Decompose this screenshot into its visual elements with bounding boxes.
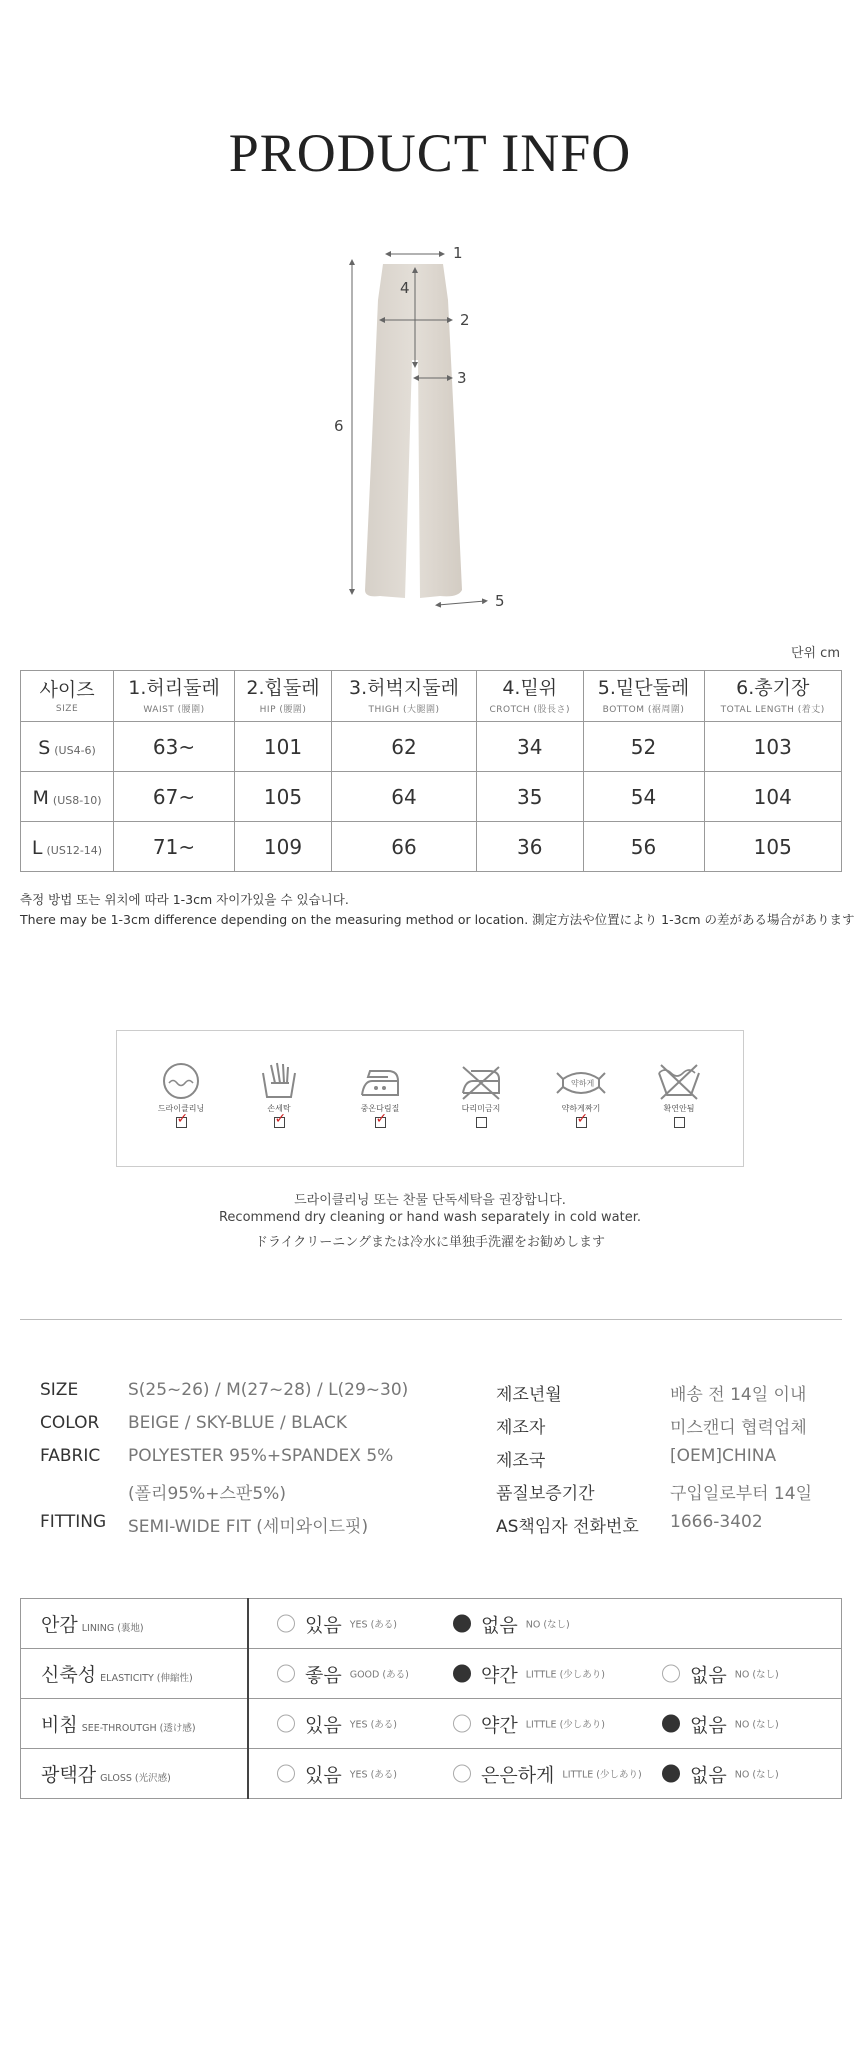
- option-ko: 약간: [481, 1714, 518, 1736]
- radio-option[interactable]: [453, 1710, 605, 1737]
- value-cell: 104: [704, 772, 842, 822]
- feel-options-cell: [248, 1599, 842, 1649]
- no-wash-icon: [655, 1061, 703, 1101]
- care-checkbox: [176, 1111, 189, 1128]
- option-en: NO (なし): [734, 1769, 779, 1781]
- feel-options-cell: [248, 1749, 842, 1799]
- care-label: 확연안됨: [663, 1104, 695, 1113]
- header-cell: [476, 671, 583, 722]
- care-checkbox: [375, 1111, 388, 1128]
- care-item: [141, 1061, 221, 1128]
- table-row: [21, 1749, 842, 1799]
- feel-ko: 신축성: [41, 1664, 97, 1686]
- spec-key: 제조국: [496, 1451, 546, 1471]
- feel-label-cell: [21, 1699, 249, 1749]
- option-ko: 있음: [305, 1714, 342, 1736]
- header-en: CROTCH (股長さ): [489, 705, 571, 715]
- diagram-label-5: 5: [495, 592, 505, 610]
- spec-key: 제조자: [496, 1418, 546, 1438]
- option-en: YES (ある): [349, 1719, 397, 1731]
- radio-circle[interactable]: [662, 1665, 680, 1683]
- unit-label: 단위 cm: [790, 646, 840, 661]
- care-checkbox: [674, 1117, 685, 1128]
- size-cell: [21, 822, 114, 872]
- radio-circle[interactable]: [277, 1665, 295, 1683]
- feel-label-cell: [21, 1749, 249, 1799]
- header-en: THIGH (大腿圍): [368, 705, 440, 715]
- size-us: (US4-6): [54, 743, 96, 757]
- spec-value: 구입일로부터 14일: [670, 1484, 812, 1504]
- value-cell: 103: [704, 722, 842, 772]
- header-ko: 2.힙둘레: [246, 677, 320, 699]
- value-cell: 66: [332, 822, 477, 872]
- option-ko: 없음: [690, 1764, 727, 1786]
- bottom-line: [438, 601, 485, 605]
- radio-option[interactable]: [277, 1610, 397, 1637]
- care-text-jp: ドライクリーニングまたは冷水に単独手洗濯をお勧めします: [254, 1235, 606, 1250]
- hand-wash-icon: [257, 1061, 301, 1101]
- care-checkbox: [476, 1117, 487, 1128]
- value-cell: 105: [704, 822, 842, 872]
- care-item: [639, 1061, 719, 1128]
- option-en: GOOD (ある): [349, 1669, 409, 1681]
- value-cell: 64: [332, 772, 477, 822]
- care-instructions-box: [116, 1030, 744, 1167]
- feel-ko: 광택감: [41, 1764, 97, 1786]
- radio-circle-selected[interactable]: [662, 1765, 680, 1783]
- feel-en: SEE-THROUTGH (透け感): [81, 1723, 196, 1734]
- table-row: [21, 722, 842, 772]
- spec-key: AS책임자 전화번호: [496, 1517, 639, 1537]
- care-checkbox: [576, 1111, 589, 1128]
- value-cell: 52: [583, 722, 704, 772]
- table-row: [21, 772, 842, 822]
- header-cell: [332, 671, 477, 722]
- measure-note-en-jp: There may be 1-3cm difference depending on the measuring method or location. 測定方法や位置により 1-3cm の差がある場合があります: [20, 912, 855, 927]
- size-us: (US12-14): [46, 843, 103, 857]
- diagram-label-6: 6: [334, 417, 344, 435]
- option-en: NO (なし): [525, 1619, 570, 1631]
- spec-key: COLOR: [40, 1413, 100, 1433]
- radio-circle-selected[interactable]: [662, 1715, 680, 1733]
- header-cell: [235, 671, 332, 722]
- spec-key: SIZE: [40, 1380, 79, 1400]
- check-mark-icon: ✓: [375, 1111, 388, 1127]
- option-ko: 없음: [690, 1714, 727, 1736]
- spec-key: FITTING: [40, 1512, 107, 1532]
- radio-option[interactable]: [453, 1760, 642, 1787]
- radio-circle-selected[interactable]: [453, 1615, 471, 1633]
- header-cell: [583, 671, 704, 722]
- check-mark-icon: ✓: [576, 1111, 589, 1127]
- radio-option[interactable]: [277, 1760, 397, 1787]
- page-title: PRODUCT INFO: [228, 123, 632, 183]
- diagram-label-1: 1: [453, 244, 463, 262]
- spec-key: 제조년월: [496, 1385, 562, 1405]
- spec-value: [OEM]CHINA: [670, 1446, 777, 1466]
- feel-label-cell: [21, 1649, 249, 1699]
- spec-value: POLYESTER 95%+SPANDEX 5%: [128, 1446, 394, 1466]
- feel-ko: 비침: [41, 1714, 78, 1736]
- radio-option[interactable]: [453, 1660, 605, 1687]
- radio-circle[interactable]: [277, 1715, 295, 1733]
- option-ko: 은은하게: [481, 1764, 555, 1786]
- option-en: YES (ある): [349, 1619, 397, 1631]
- spec-key: 품질보증기간: [496, 1484, 595, 1504]
- spec-key: FABRIC: [40, 1446, 101, 1466]
- header-en: BOTTOM (裾周圍): [602, 705, 685, 715]
- option-en: YES (ある): [349, 1769, 397, 1781]
- header-en: WAIST (腰圍): [143, 705, 205, 715]
- value-cell: 34: [476, 722, 583, 772]
- size-us: (US8-10): [52, 793, 102, 807]
- care-item: [239, 1061, 319, 1128]
- feel-en: ELASTICITY (伸縮性): [100, 1673, 193, 1684]
- no-iron-icon: [459, 1061, 503, 1101]
- value-cell: 63~: [114, 722, 235, 772]
- diagram-label-2: 2: [460, 311, 470, 329]
- spec-value: 1666-3402: [670, 1512, 763, 1532]
- spec-value: BEIGE / SKY-BLUE / BLACK: [128, 1413, 347, 1433]
- value-cell: 71~: [114, 822, 235, 872]
- option-en: LITTLE (少しあり): [525, 1719, 605, 1731]
- header-en: SIZE: [55, 703, 79, 714]
- header-en: TOTAL LENGTH (着丈): [720, 705, 825, 715]
- size-cell: [21, 722, 114, 772]
- feel-ko: 안감: [41, 1614, 78, 1636]
- header-en: HIP (腰圍): [259, 705, 307, 715]
- care-item: [541, 1061, 621, 1128]
- radio-option[interactable]: [662, 1760, 779, 1787]
- option-en: NO (なし): [734, 1719, 779, 1731]
- table-row: [21, 1649, 842, 1699]
- svg-text:약하게: 약하게: [571, 1079, 595, 1088]
- value-cell: 35: [476, 772, 583, 822]
- radio-option[interactable]: [277, 1660, 409, 1687]
- table-row: [21, 1699, 842, 1749]
- pants-measurement-diagram: [320, 240, 550, 610]
- measure-note-ko: 측정 방법 또는 위치에 따라 1-3cm 자이가있을 수 있습니다.: [20, 892, 349, 907]
- option-ko: 약간: [481, 1664, 518, 1686]
- feel-en: GLOSS (光沢感): [100, 1773, 171, 1784]
- care-text-en: Recommend dry cleaning or hand wash separately in cold water.: [218, 1210, 641, 1225]
- header-ko: 4.밑위: [502, 677, 558, 699]
- radio-option[interactable]: [662, 1710, 779, 1737]
- header-ko: 사이즈: [39, 678, 95, 701]
- care-label: 약하게짜기: [561, 1104, 601, 1113]
- value-cell: 54: [583, 772, 704, 822]
- option-en: LITTLE (少しあり): [562, 1769, 642, 1781]
- value-cell: 101: [235, 722, 332, 772]
- spec-value: 배송 전 14일 이내: [670, 1385, 807, 1405]
- header-cell: [704, 671, 842, 722]
- care-checkbox: [274, 1111, 287, 1128]
- size-name: M: [32, 786, 49, 809]
- value-cell: 36: [476, 822, 583, 872]
- spec-value: 미스캔디 협력업체: [670, 1418, 807, 1438]
- spec-value: SEMI-WIDE FIT (세미와이드핏): [128, 1517, 369, 1537]
- check-mark-icon: ✓: [176, 1111, 189, 1127]
- option-en: LITTLE (少しあり): [525, 1669, 605, 1681]
- radio-option[interactable]: [662, 1660, 779, 1687]
- radio-circle[interactable]: [453, 1715, 471, 1733]
- dry-clean-icon: [159, 1061, 203, 1101]
- option-ko: 좋음: [305, 1664, 342, 1686]
- care-label: 중온다림질: [360, 1104, 400, 1113]
- table-row: [21, 822, 842, 872]
- feel-options-cell: [248, 1699, 842, 1749]
- size-name: L: [31, 836, 43, 859]
- radio-circle[interactable]: [277, 1615, 295, 1633]
- diagram-label-3: 3: [457, 369, 467, 387]
- size-table-header: [21, 671, 842, 722]
- header-cell: [114, 671, 235, 722]
- care-text-ko: 드라이클리닝 또는 찬물 단독세탁을 권장합니다.: [294, 1193, 566, 1208]
- care-item: [340, 1061, 420, 1128]
- value-cell: 67~: [114, 772, 235, 822]
- header-ko: 3.허벅지둘레: [349, 677, 459, 699]
- value-cell: 109: [235, 822, 332, 872]
- care-item: [441, 1061, 521, 1128]
- value-cell: 56: [583, 822, 704, 872]
- care-label: 손세탁: [267, 1104, 291, 1113]
- feel-label-cell: [21, 1599, 249, 1649]
- care-label: 다리미금지: [461, 1104, 501, 1113]
- iron-icon: [358, 1061, 402, 1101]
- header-ko: 5.밑단둘레: [597, 677, 690, 699]
- diagram-label-4: 4: [400, 279, 410, 297]
- feel-options-cell: [248, 1649, 842, 1699]
- option-en: NO (なし): [734, 1669, 779, 1681]
- radio-option[interactable]: [277, 1710, 397, 1737]
- section-divider: [20, 1319, 842, 1320]
- care-label: 드라이클리닝: [157, 1104, 205, 1113]
- radio-option[interactable]: [453, 1610, 570, 1637]
- feel-en: LINING (裏地): [81, 1623, 144, 1634]
- table-row: [21, 1599, 842, 1649]
- fabric-feel-table: [20, 1598, 842, 1799]
- spec-value: S(25~26) / M(27~28) / L(29~30): [128, 1380, 409, 1400]
- option-ko: 있음: [305, 1764, 342, 1786]
- option-ko: 없음: [481, 1614, 518, 1636]
- value-cell: 105: [235, 772, 332, 822]
- header-cell: [21, 671, 114, 722]
- size-cell: [21, 772, 114, 822]
- header-ko: 6.총기장: [736, 677, 810, 699]
- option-ko: 있음: [305, 1614, 342, 1636]
- size-table: [20, 670, 842, 872]
- value-cell: 62: [332, 722, 477, 772]
- radio-circle[interactable]: [277, 1765, 295, 1783]
- size-name: S: [38, 736, 51, 759]
- header-ko: 1.허리둘레: [128, 677, 220, 699]
- wring-gently-icon: [553, 1061, 609, 1101]
- option-ko: 없음: [690, 1664, 727, 1686]
- spec-value: (폴리95%+스판5%): [128, 1484, 286, 1504]
- check-mark-icon: ✓: [274, 1111, 287, 1127]
- radio-circle[interactable]: [453, 1765, 471, 1783]
- radio-circle-selected[interactable]: [453, 1665, 471, 1683]
- pants-shape: [365, 264, 462, 598]
